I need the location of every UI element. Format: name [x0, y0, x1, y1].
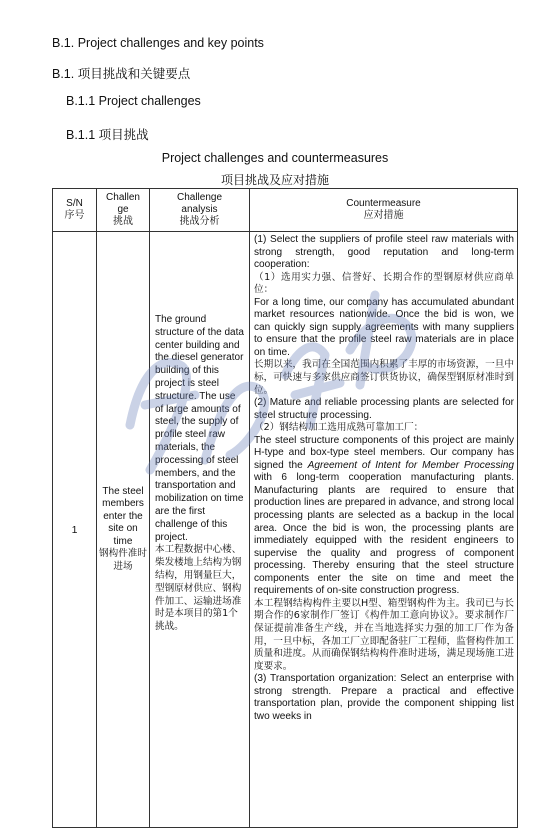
- cm-paragraph-2-zh: 长期以来，我司在全国范围内积累了丰厚的市场资源，一旦中标，可快速与多家供应商签订供货协议，确保型钢原材准时到位。: [254, 359, 514, 396]
- header-countermeasure: [250, 189, 518, 232]
- row-challenge-zh: 钢构件准时进场: [99, 548, 147, 572]
- row-challenge-en: The steel members enter the site on time: [102, 485, 144, 547]
- header-challenge-en-1: Challen: [106, 192, 140, 203]
- cm-paragraph-4-en-a: The steel structure components of this project are mainly H-type and box-type steel members. Our company has signed the: [254, 434, 514, 471]
- agreement-title: Agreement of Intent for Member Processing: [307, 459, 514, 471]
- header-analysis-zh: 挑战分析: [179, 216, 220, 227]
- subheading-en: B.1.1 Project challenges: [66, 94, 201, 108]
- header-sn-en: S/N: [66, 198, 83, 209]
- row-analysis: [150, 232, 250, 828]
- cm-paragraph-4-zh: 本工程钢结构构件主要以H型、箱型钢构件为主。我司已与长期合作的6家制作厂签订《构件加工意向协议》。要求制作厂保证提前准备生产线，并在当地选择实力强的加工厂作为备用，一旦中标，各加工厂立即配备驻厂工程师，监督构件加工质量和进度。从而确保钢结构构件准时进场，满足现场施工进度要求。: [254, 597, 514, 672]
- table-row: [53, 232, 518, 828]
- cm-paragraph-4-en-b: with 6 long-term cooperation manufacturing plants. Manufacturing plants are required to ensure that production lines are prepared in advance, and strong local processing plants are selected as a backup in the local area. Once the bid is won, the processing plants are immediately equipped with the resident engineers to supervise the quality and progress of component processing. Thereby ensuring that the steel structure components enter the site on time and meet the requirements of on-site construction progress.: [254, 472, 514, 597]
- cm-paragraph-4-en: [254, 435, 514, 598]
- heading-zh: B.1. 项目挑战和关键要点: [52, 67, 191, 81]
- header-challenge-zh: 挑战: [113, 216, 133, 227]
- cm-point-1-en: (1) Select the suppliers of profile steel raw materials with strong strength, good reputation and long-term cooperation:: [254, 234, 514, 271]
- table-caption-zh: 项目挑战及应对措施: [220, 173, 329, 187]
- table-caption-en: Project challenges and countermeasures: [161, 151, 389, 165]
- cm-point-2-en: (2) Mature and reliable processing plants are selected for steel structure processing.: [254, 397, 514, 421]
- cm-paragraph-2-en: For a long time, our company has accumulated abundant market resources nationwide. Once the bid is won, we can quickly sign supply agreements with many suppliers to ensure that the profile steel raw materials are in place on time.: [254, 296, 514, 358]
- header-countermeasure-en: Countermeasure: [346, 198, 421, 209]
- subheading-zh: B.1.1 项目挑战: [66, 128, 149, 142]
- header-analysis-en-1: Challenge: [176, 192, 223, 203]
- header-analysis: [150, 189, 250, 232]
- heading-en: B.1. Project challenges and key points: [52, 36, 264, 50]
- cm-point-1-zh: （1）选用实力强、信誉好、长期合作的型钢原材供应商单位：: [254, 271, 514, 296]
- header-analysis-en-2: analysis: [181, 204, 218, 215]
- header-sn: [53, 189, 97, 232]
- header-sn-zh: 序号: [64, 210, 85, 221]
- cm-point-3-en: (3) Transportation organization: Select an enterprise with strong strength. Prepare a practical and effective transportation plan, provide the component shipping list two weeks in: [254, 673, 514, 722]
- header-challenge-en-2: ge: [117, 204, 129, 215]
- header-countermeasure-zh: 应对措施: [363, 210, 404, 221]
- challenges-table: [52, 188, 518, 828]
- cm-point-2-zh: （2）钢结构加工选用成熟可靠加工厂：: [254, 422, 424, 434]
- row-countermeasure: [250, 232, 518, 828]
- row-analysis-zh: 本工程数据中心楼、柴发楼地上结构为钢结构，用钢量巨大，型钢原材供应、钢构件加工、运输进场准时是本项目的第1个挑战。: [155, 544, 242, 633]
- row-challenge: [97, 232, 150, 828]
- row-sn: 1: [53, 232, 97, 828]
- table-header-row: [53, 189, 518, 232]
- row-analysis-en: The ground structure of the data center building and the diesel generator building of this project is steel structure. The use of large amounts of steel, the supply of profile steel raw materials, the processing of steel members, and the transportation and mobilization on time are the first challenge of this project.: [155, 314, 244, 543]
- header-challenge: [97, 189, 150, 232]
